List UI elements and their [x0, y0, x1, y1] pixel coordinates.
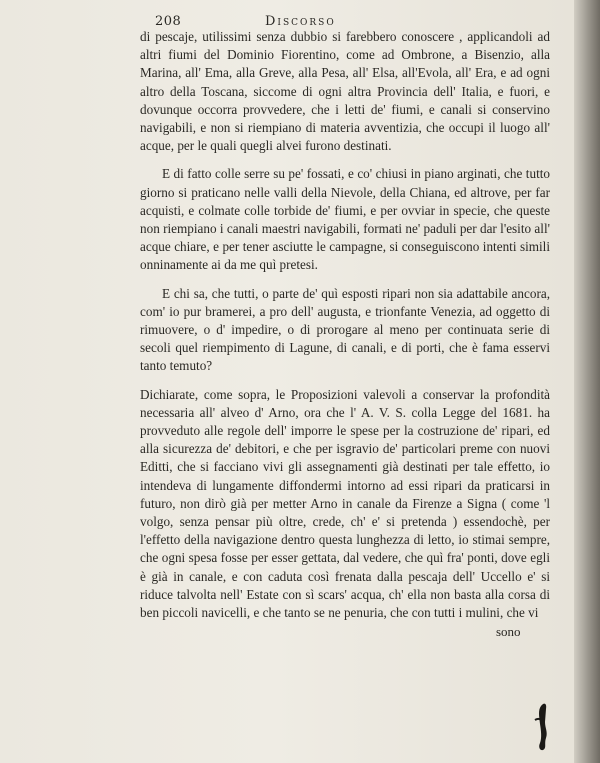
catchword: sono — [496, 624, 521, 639]
paragraph-4: Dichiarate, come sopra, le Proposizioni valevoli a conservar la profondità necessaria all' alveo d' Arno, ora che l' A. V. S. colla Legge del 1681. ha provveduto alle regole dell' imporre le spese per la costruzione de' ripari, ed alla sicurezza de' debitori, e che per isgravio de' particolari preme con nuovi Editti, che si facciano vivi gli assegnamenti già destinati per tale effetto, io intendeva di lungamente diffondermi intorno ad essi ripari da praticarsi in futuro, non dirò già per metter Arno in canale da Firenze a Signa ( come 'l volgo, senza pensar più oltre, crede, ch' e' si pretenda ) essendochè, per l'effetto della navigazione dentro questa lunghezza di letto, io stimai sempre, che ogni spesa fosse per esser gettata, dal vedere, che quì fra' ponti, dove egli è già in canale, e con caduta così frenata dalla pescaja dell' Uccello e' si riduce talvolta nell' Estate con sì scars' acqua, ch' ella non basta alla corsa di ben piccoli navicelli, e che tanto se ne penuria, che con tutti i mulini, che vi — [140, 386, 550, 621]
paragraph-2: E di fatto colle serre su pe' fossati, e co' chiusi in piano arginati, che tutto giorno si praticano nelle valli della Nievole, della Chiana, ed altrove, per far acquisti, e colmate colle torbide de' fiumi, e per ovviar in specie, che queste non riempiano i canali maestri navigabili, formati ne' paduli per dar l'esito all' acque chiare, e per tener asciutte le campagne, si conseguiscono intenti simili onninamente ai da me quì pretesi. — [140, 166, 550, 273]
ink-stain-mark — [532, 700, 556, 752]
paragraph-1: di pescaje, utilissimi senza dubbio si farebbero conoscere , applicandoli ad altri fiumi del Dominio Fiorentino, come ad Ombrone, a Bisenzio, alla Marina, all' Ema, alla Greve, alla Pesa, all' Elsa, all'Evola, all' Era, e ad ogni altro della Toscana, siccome di ogni altra Provincia dell' Italia, e fuori, e dovunque occorra provvedere, che i letti de' fiumi, e canali si conservino navigabili, e non si riempiano di materia avventizia, che occupi il luogo all' acque, per le quali quegli alvei furono destinati. — [140, 29, 550, 154]
page-gutter-shadow — [574, 0, 600, 763]
page-number: 208 — [155, 14, 182, 29]
header-title: Discorso — [265, 14, 336, 29]
paragraph-3: E chi sa, che tutti, o parte de' quì esposti ripari non sia adattabile ancora, com' io pur bramerei, a pro dell' augusta, e trionfante Venezia, ad oggetto di rimuovere, o d' impedire, o di prorogare al meno per continuata serie di secoli quel riempimento di Lagune, di canali, e di porti, che è fama esservi tanto temuto? — [140, 285, 550, 374]
body-text — [140, 28, 550, 622]
